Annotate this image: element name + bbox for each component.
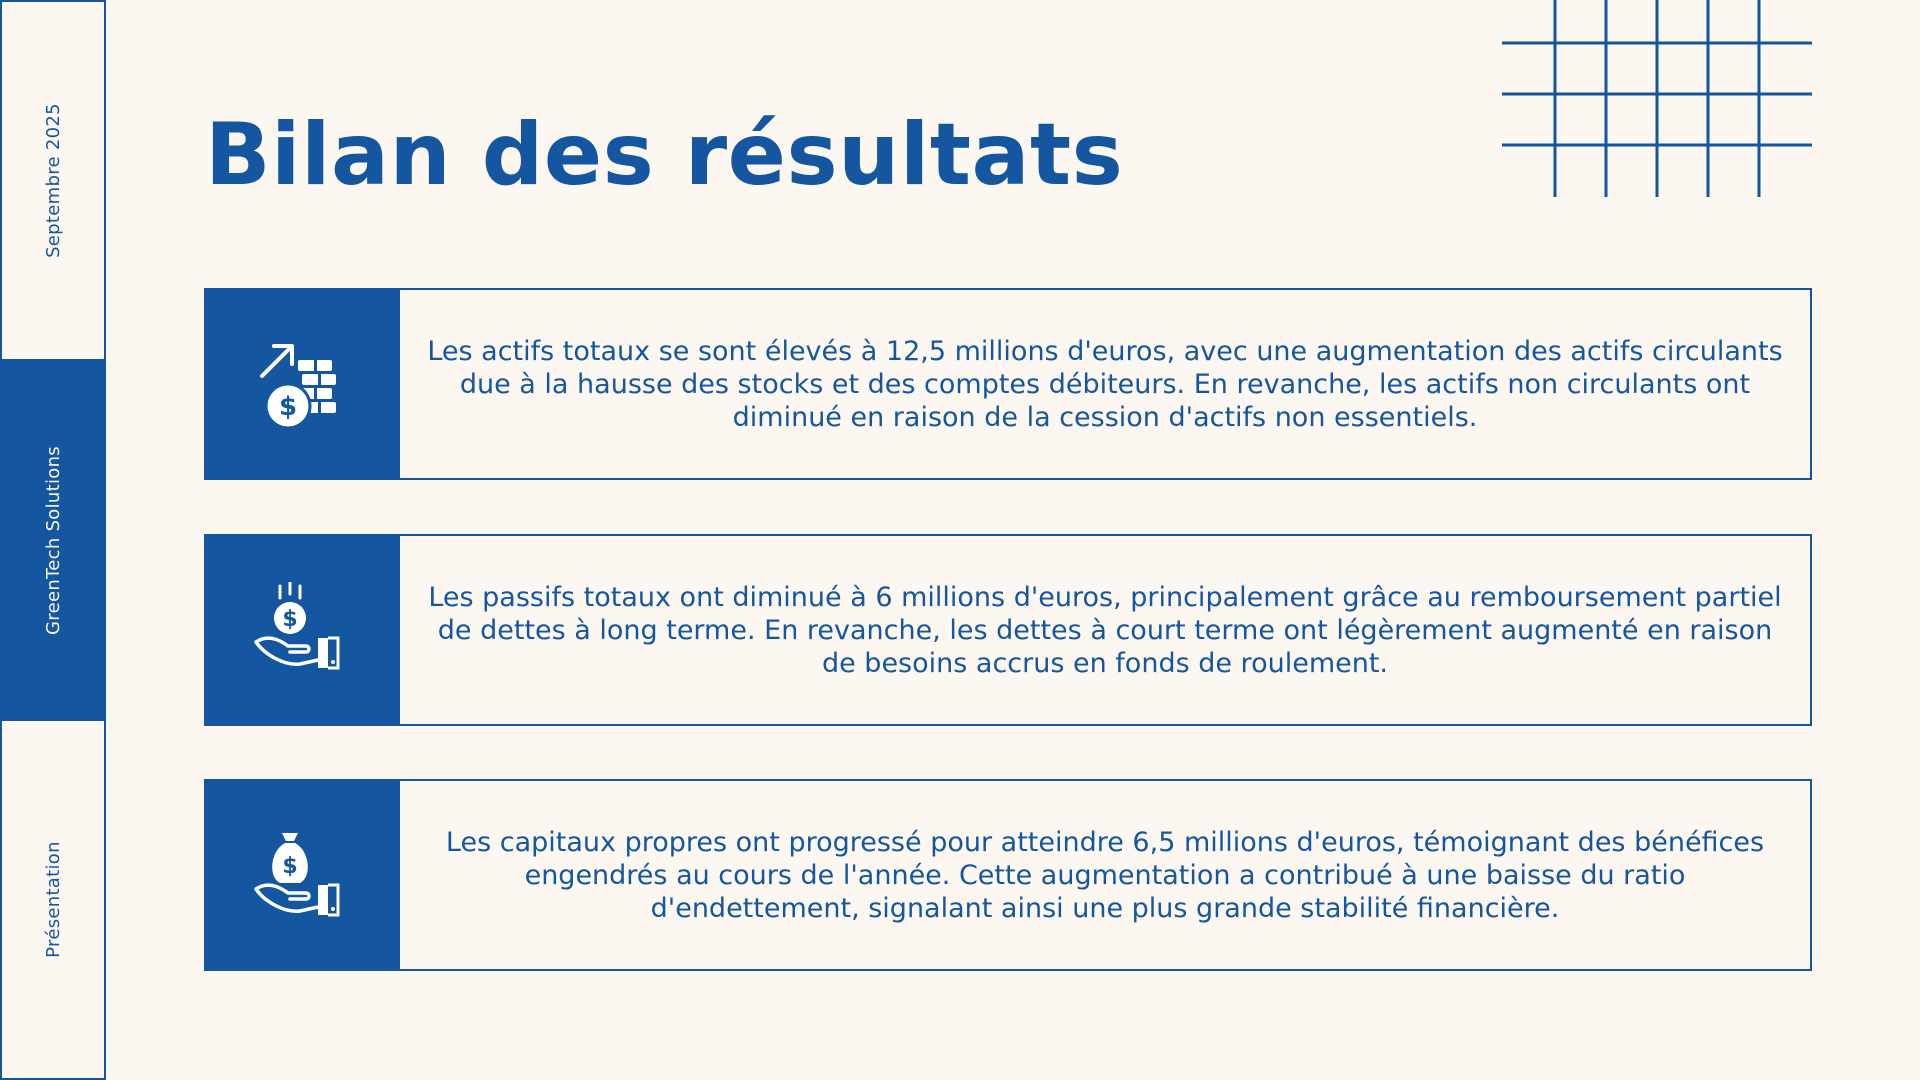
svg-text:$: $: [282, 607, 298, 632]
money-growth-icon: [254, 336, 350, 432]
page-title: Bilan des résultats: [205, 105, 1124, 205]
card-icon-panel: [206, 536, 400, 724]
summary-card-assets: [204, 288, 1812, 480]
svg-text:$: $: [278, 392, 298, 422]
sidebar-section-panel: [0, 719, 106, 1080]
sidebar-company-label: GreenTech Solutions: [42, 445, 64, 635]
sidebar-date-panel: [0, 0, 106, 361]
sidebar-date-label: Septembre 2025: [42, 103, 64, 258]
card-description: Les actifs totaux se sont élevés à 12,5 millions d'euros, avec une augmentation des actifs circulants due à la hausse des stocks et des comptes débiteurs. En revanche, les actifs non circulants ont diminué en raison de la cession d'actifs non essentiels.: [427, 335, 1783, 433]
sidebar-company-panel: [0, 359, 106, 721]
svg-text:$: $: [282, 854, 298, 879]
card-description: Les capitaux propres ont progressé pour atteindre 6,5 millions d'euros, témoignant des bénéfices engendrés au cours de l'année. Cette augmentation a contribué à une baisse du ratio d'endettement, signalant ainsi une plus grande stabilité financière.: [445, 826, 1765, 924]
money-bag-in-hand-icon: [254, 827, 350, 923]
summary-card-liabilities: [204, 534, 1812, 726]
sidebar-section-label: Présentation: [42, 841, 64, 958]
card-icon-panel: [206, 781, 400, 969]
card-icon-panel: [206, 290, 400, 478]
summary-card-equity: [204, 779, 1812, 971]
card-description: Les passifs totaux ont diminué à 6 millions d'euros, principalement grâce au remboursement partiel de dettes à long terme. En revanche, les dettes à court terme ont légèrement augmenté en raison de besoins accrus en fonds de roulement.: [428, 581, 1782, 679]
coin-in-hand-icon: [254, 582, 350, 678]
grid-decoration: [1502, 0, 1812, 200]
